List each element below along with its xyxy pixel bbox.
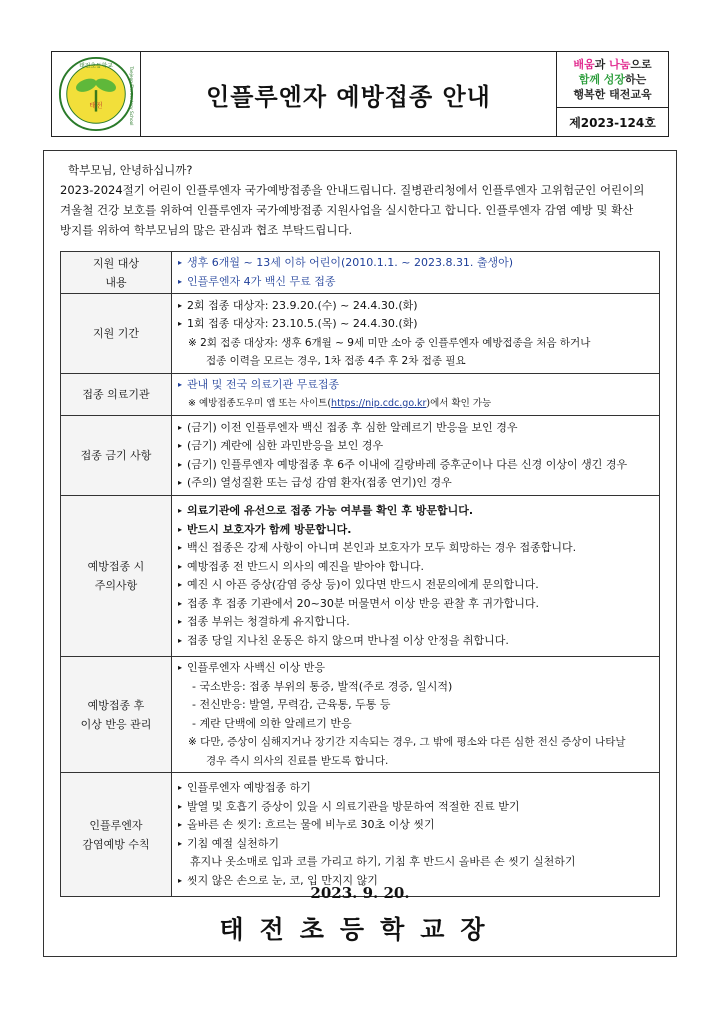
- list-item-text: 예진 시 아픈 증상(감염 증상 등)이 있다면 반드시 전문의에게 문의합니다.: [187, 578, 539, 591]
- row-label: 접종 의료기관: [61, 374, 172, 416]
- row-label-text: 내용: [105, 275, 127, 289]
- row-content: [172, 294, 660, 374]
- bullet-triangle-icon: ▸: [178, 506, 183, 515]
- bullet-triangle-icon: ▸: [178, 801, 183, 811]
- row-label: [61, 252, 172, 294]
- bullet-triangle-icon: ▸: [178, 580, 183, 589]
- list-item-text: 1회 접종 대상자: 23.10.5.(목) ~ 24.4.30.(화): [187, 317, 418, 330]
- bullet-triangle-icon: ▸: [178, 561, 183, 571]
- bullet-triangle-icon: ▸: [178, 276, 183, 286]
- list-item-text: 반드시 보호자가 함께 방문합니다.: [187, 522, 352, 536]
- list-item-text: 발열 및 호흡기 증상이 있을 시 의료기관을 방문하여 적절한 진료 받기: [187, 799, 520, 813]
- list-item: [178, 273, 653, 292]
- list-item: [178, 297, 653, 316]
- bullet-triangle-icon: ▸: [178, 617, 183, 626]
- list-item: [178, 419, 653, 438]
- table-row: [61, 252, 660, 294]
- list-item: [178, 315, 653, 334]
- row-label-text: 이상 반응 관리: [80, 717, 152, 731]
- logo-top-text: 태전초등학교: [79, 63, 113, 70]
- note: 접종 이력을 모르는 경우, 1차 접종 4주 후 2차 접종 필요: [206, 355, 466, 367]
- row-label: [61, 773, 172, 897]
- row-label-text: 인플루엔자: [89, 818, 143, 832]
- list-item-text: 접종 부위는 청결하게 유지합니다.: [187, 615, 350, 628]
- row-content: [172, 657, 660, 773]
- list-item-text: 올바른 손 씻기: 흐르는 물에 비누로 30초 이상 씻기: [187, 818, 435, 831]
- bullet-triangle-icon: ▸: [178, 524, 183, 534]
- row-content: [172, 252, 660, 294]
- list-item-text: (금기) 이전 인플루엔자 백신 접종 후 심한 알레르기 반응을 보인 경우: [187, 420, 518, 434]
- list-item: [178, 502, 653, 521]
- list-item: [178, 437, 653, 456]
- slogan-part: 으로: [630, 58, 652, 71]
- slogan-part: 나눔: [609, 58, 631, 71]
- document-date: 2023. 9. 20.: [310, 884, 410, 902]
- document-header: [51, 51, 669, 137]
- bullet-triangle-icon: ▸: [178, 300, 183, 310]
- intro-line: 겨울철 건강 보호를 위하여 인플루엔자 국가예방접종 지원사업을 실시한다고 합니다. 인플루엔자 감염 예방 및 확산: [60, 203, 634, 217]
- row-content: [172, 416, 660, 496]
- table-row: [61, 657, 660, 773]
- list-item: [178, 632, 653, 651]
- row-content: [172, 773, 660, 897]
- note: [178, 395, 653, 414]
- table-row: [61, 496, 660, 657]
- row-label: 접종 금기 사항: [61, 416, 172, 496]
- note: 경우 즉시 의사의 진료를 받도록 합니다.: [206, 754, 389, 767]
- note: ※ 다만, 증상이 심해지거나 장기간 지속되는 경우, 그 밖에 평소와 다른 심한 전신 증상이 나타날: [188, 736, 626, 748]
- logo-side-text: Taejeon Elementary School: [128, 66, 134, 126]
- slogan-part: 배움: [573, 58, 595, 71]
- list-item-text: 접종 후 접종 기관에서 20~30분 머물면서 이상 반응 관찰 후 귀가합니다.: [187, 596, 539, 610]
- list-item: [178, 595, 653, 614]
- list-item: [178, 539, 653, 558]
- row-label: 지원 기간: [61, 294, 172, 374]
- bullet-triangle-icon: ▸: [178, 875, 183, 885]
- row-label-text: 예방접종 후: [87, 698, 145, 712]
- slogan-part: 성장: [603, 73, 626, 86]
- list-item: [178, 521, 653, 540]
- slogan-part: 행복한 태전교육: [573, 88, 652, 101]
- list-item-text: 접종 당일 지나친 운동은 하지 않으며 반나절 이상 안정을 취합니다.: [187, 633, 509, 647]
- slogan: [557, 52, 668, 108]
- bullet-triangle-icon: ▸: [178, 422, 183, 432]
- bullet-triangle-icon: ▸: [178, 663, 183, 672]
- list-item: [178, 456, 653, 475]
- list-item: [178, 558, 653, 577]
- slogan-cell: [556, 52, 668, 136]
- bullet-triangle-icon: ▸: [178, 478, 183, 487]
- greeting: 학부모님, 안녕하십니까?: [68, 163, 193, 177]
- row-label: [61, 657, 172, 773]
- note-text: ※ 예방접종도우미 앱 또는 사이트(: [188, 397, 332, 409]
- slogan-part: 함께: [578, 73, 604, 86]
- list-item-text: (금기) 계란에 심한 과민반응을 보인 경우: [187, 439, 384, 452]
- list-item-continuation: 휴지나 옷소매로 입과 코를 가리고 하기, 기침 후 반드시 올바른 손 씻기 실천하기: [190, 855, 576, 868]
- table-row: [61, 294, 660, 374]
- bullet-triangle-icon: ▸: [178, 543, 183, 552]
- intro-line: 2023-2024절기 어린이 인플루엔자 국가예방접종을 안내드립니다. 질병관리청에서 인플루엔자 고위험군인 어린이의: [60, 183, 645, 197]
- bullet-triangle-icon: ▸: [178, 783, 183, 792]
- logo-center-text: 태전: [89, 101, 103, 110]
- row-label: [61, 496, 172, 657]
- note-text: )에서 확인 가능: [426, 397, 492, 409]
- school-logo: [57, 55, 135, 133]
- list-item-text: 의료기관에 유선으로 접종 가능 여부를 확인 후 방문합니다.: [187, 504, 474, 517]
- intro-text: [60, 160, 664, 240]
- slogan-part: 하는: [625, 73, 647, 86]
- list-item: [178, 816, 653, 835]
- table-row: [61, 416, 660, 496]
- list-item-text: 인플루엔자 4가 백신 무료 접종: [187, 274, 336, 288]
- list-item: [178, 835, 653, 854]
- row-label-text: 주의사항: [94, 579, 138, 592]
- bullet-triangle-icon: ▸: [178, 598, 183, 608]
- list-item-text: (금기) 인플루엔자 예방접종 후 6주 이내에 길랑바레 증후군이나 다른 신경 이상이 생긴 경우: [187, 457, 628, 471]
- list-item: [178, 474, 653, 493]
- table-row: [61, 773, 660, 897]
- list-item-text: 백신 접종은 강제 사항이 아니며 본인과 보호자가 모두 희망하는 경우 접종합니다.: [187, 541, 577, 554]
- bullet-triangle-icon: ▸: [178, 838, 183, 848]
- list-item-text: 관내 및 전국 의료기관 무료접종: [187, 378, 340, 391]
- bullet-triangle-icon: ▸: [178, 380, 183, 389]
- bullet-triangle-icon: ▸: [178, 258, 183, 267]
- page-title: 인플루엔자 예방접종 안내: [206, 82, 491, 111]
- sub-item: - 전신반응: 발열, 무력감, 근육통, 두통 등: [192, 698, 391, 711]
- list-item: [178, 254, 653, 273]
- document-number: 제2023-124호: [569, 115, 656, 130]
- sub-item: - 국소반응: 접종 부위의 통증, 발적(주로 경증, 일시적): [192, 679, 453, 693]
- note: ※ 2회 접종 대상자: 생후 6개월 ~ 9세 미만 소아 중 인플루엔자 예방접종을 처음 하거나: [188, 336, 591, 349]
- row-content: [172, 374, 660, 416]
- row-content: [172, 496, 660, 657]
- list-item: [178, 779, 653, 798]
- info-table: [60, 251, 660, 897]
- list-item: [178, 613, 653, 632]
- list-item-text: (주의) 열성질환 또는 급성 감염 환자(접종 연기)인 경우: [187, 476, 452, 489]
- list-item-text: 씻지 않은 손으로 눈, 코, 입 만지지 않기: [187, 873, 378, 887]
- table-row: [61, 374, 660, 416]
- bullet-triangle-icon: ▸: [178, 820, 183, 829]
- row-label-text: 예방접종 시: [87, 560, 145, 573]
- bullet-triangle-icon: ▸: [178, 319, 183, 328]
- bullet-triangle-icon: ▸: [178, 459, 183, 469]
- list-item-text: 2회 접종 대상자: 23.9.20.(수) ~ 24.4.30.(화): [187, 298, 418, 312]
- list-item-text: 기침 예절 실천하기: [187, 836, 280, 850]
- intro-line: 방지를 위하여 학부모님의 많은 관심과 협조 부탁드립니다.: [60, 223, 353, 237]
- school-logo-cell: [52, 52, 141, 136]
- principal-signature: 태전초등학교장: [219, 915, 501, 944]
- list-item-text: 인플루엔자 사백신 이상 반응: [187, 661, 326, 674]
- nip-site-link[interactable]: https://nip.cdc.go.kr: [331, 397, 427, 409]
- list-item: [178, 798, 653, 817]
- slogan-part: 과: [594, 58, 610, 71]
- list-item: [178, 376, 653, 395]
- list-item: [178, 576, 653, 595]
- bullet-triangle-icon: ▸: [178, 635, 183, 645]
- row-label-text: 지원 대상: [92, 256, 139, 270]
- row-label-text: 감염예방 수칙: [82, 837, 150, 851]
- list-item-text: 예방접종 전 반드시 의사의 예진을 받아야 합니다.: [187, 559, 425, 573]
- list-item-text: 인플루엔자 예방접종 하기: [187, 781, 311, 794]
- list-item: [178, 659, 653, 678]
- list-item-text: 생후 6개월 ~ 13세 이하 어린이(2010.1.1. ~ 2023.8.31. 출생아): [187, 256, 514, 269]
- sub-item: - 계란 단백에 의한 알레르기 반응: [192, 716, 352, 730]
- bullet-triangle-icon: ▸: [178, 441, 183, 450]
